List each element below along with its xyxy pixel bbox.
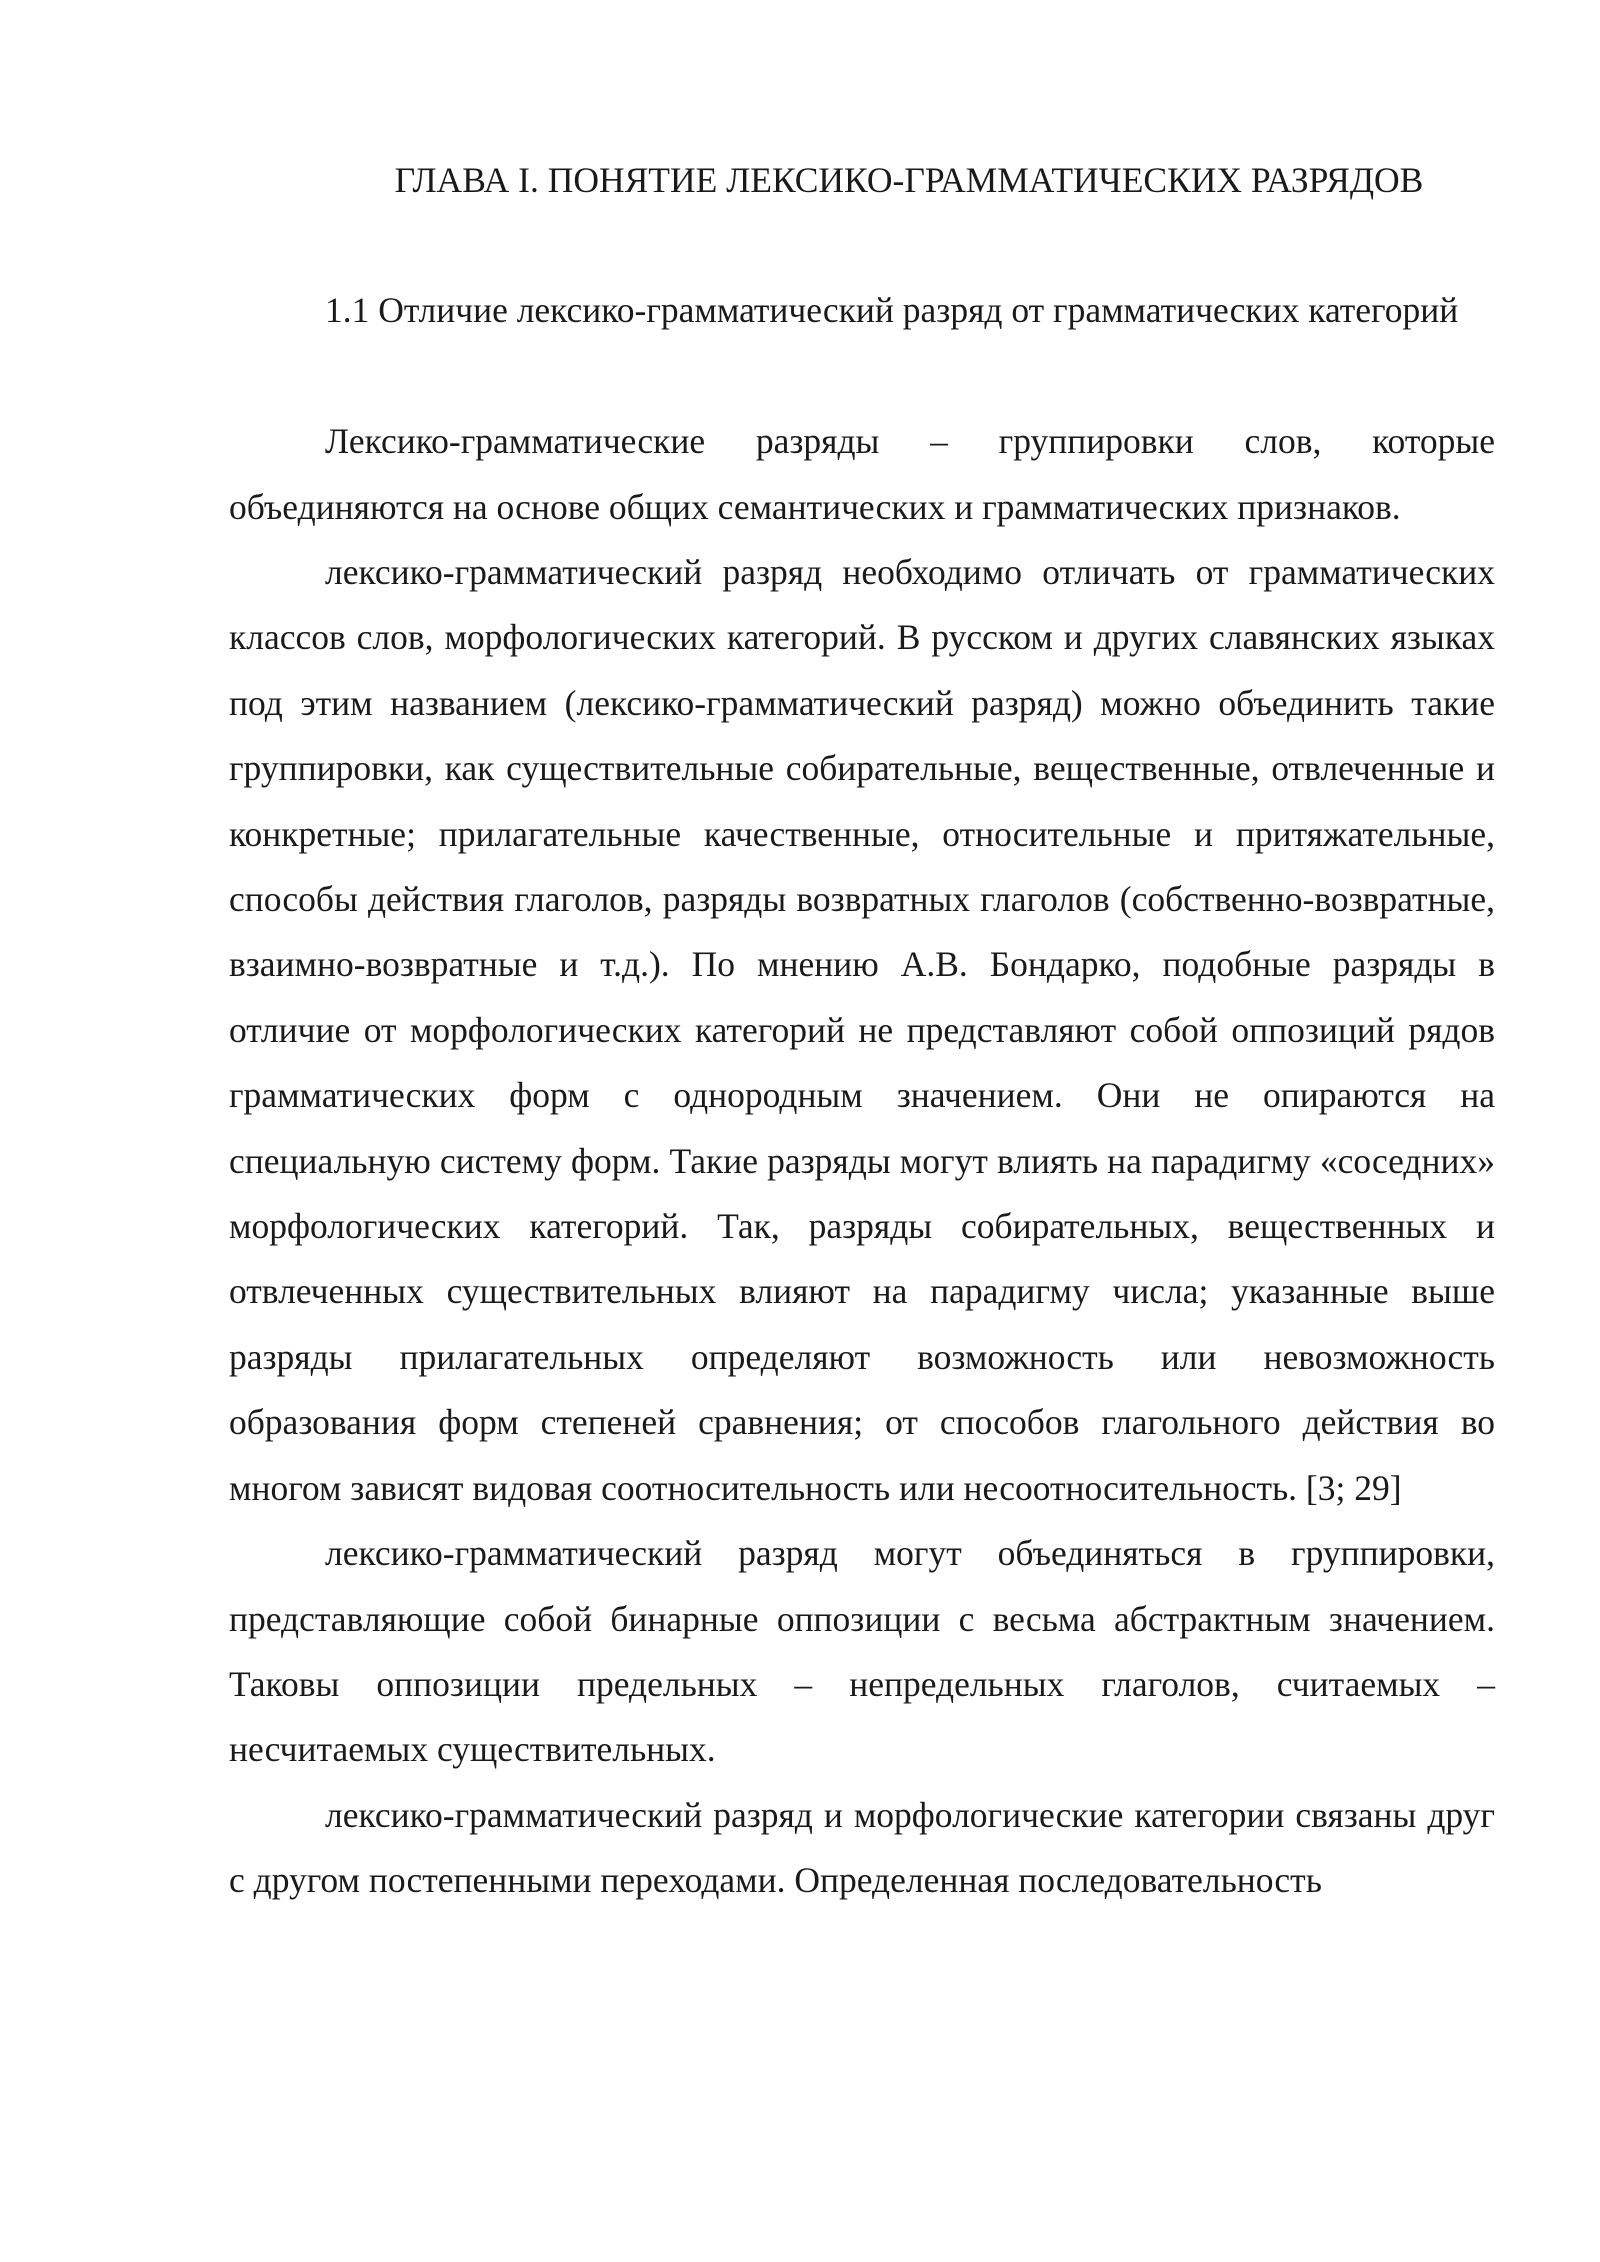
paragraph-binary-oppositions: лексико-грамматический разряд могут объединяться в группировки, представляющие собой бинарные оппозиции с весьма абстрактным значением. Таковы оппозиции предельных – непредельных глаголов, считаемых – несчитаемых существительных.: [229, 1533, 1495, 1770]
paragraph-definition: Лексико-грамматические разряды – группировки слов, которые объединяются на основе общих семантических и грамматических признаков.: [229, 421, 1495, 527]
body-text: [229, 409, 1495, 1913]
paragraph-transitions: лексико-грамматический разряд и морфологические категории связаны друг с другом постепенными переходами. Определенная последовательность: [229, 1794, 1495, 1901]
paragraph-distinction: лексико-грамматический разряд необходимо отличать от грамматических классов слов, морфологических категорий. В русском и других славянских языках под этим названием (лексико-грамматический разряд) можно объединить такие группировки, как существительные собирательные, вещественные, отвлеченные и конкретные; прилагательные качественные, относительные и притяжательные, способы действия глаголов, разряды возвратных глаголов (собственно-возвратные, взаимно-возвратные и т.д.). По мнению А.В. Бондарко, подобные разряды в отличие от морфологических категорий не представляют собой оппозиций рядов грамматических форм с однородным значением. Они не опираются на специальную систему форм. Такие разряды могут влиять на парадигму «соседних» морфологических категорий. Так, разряды собирательных, вещественных и отвлеченных существительных влияют на парадигму числа; указанные выше разряды прилагательных определяют возможность или невозможность образования форм степеней сравнения; от способов глагольного действия во многом зависят видовая соотносительность или несоотносительность. [3; 29]: [229, 552, 1495, 1508]
section-title: 1.1 Отличие лексико-грамматический разряд от грамматических категорий: [325, 290, 1459, 331]
page-content: [229, 148, 1495, 1914]
chapter-title: ГЛАВА I. ПОНЯТИЕ ЛЕКСИКО-ГРАММАТИЧЕСКИХ РАЗРЯДОВ: [394, 160, 1424, 200]
